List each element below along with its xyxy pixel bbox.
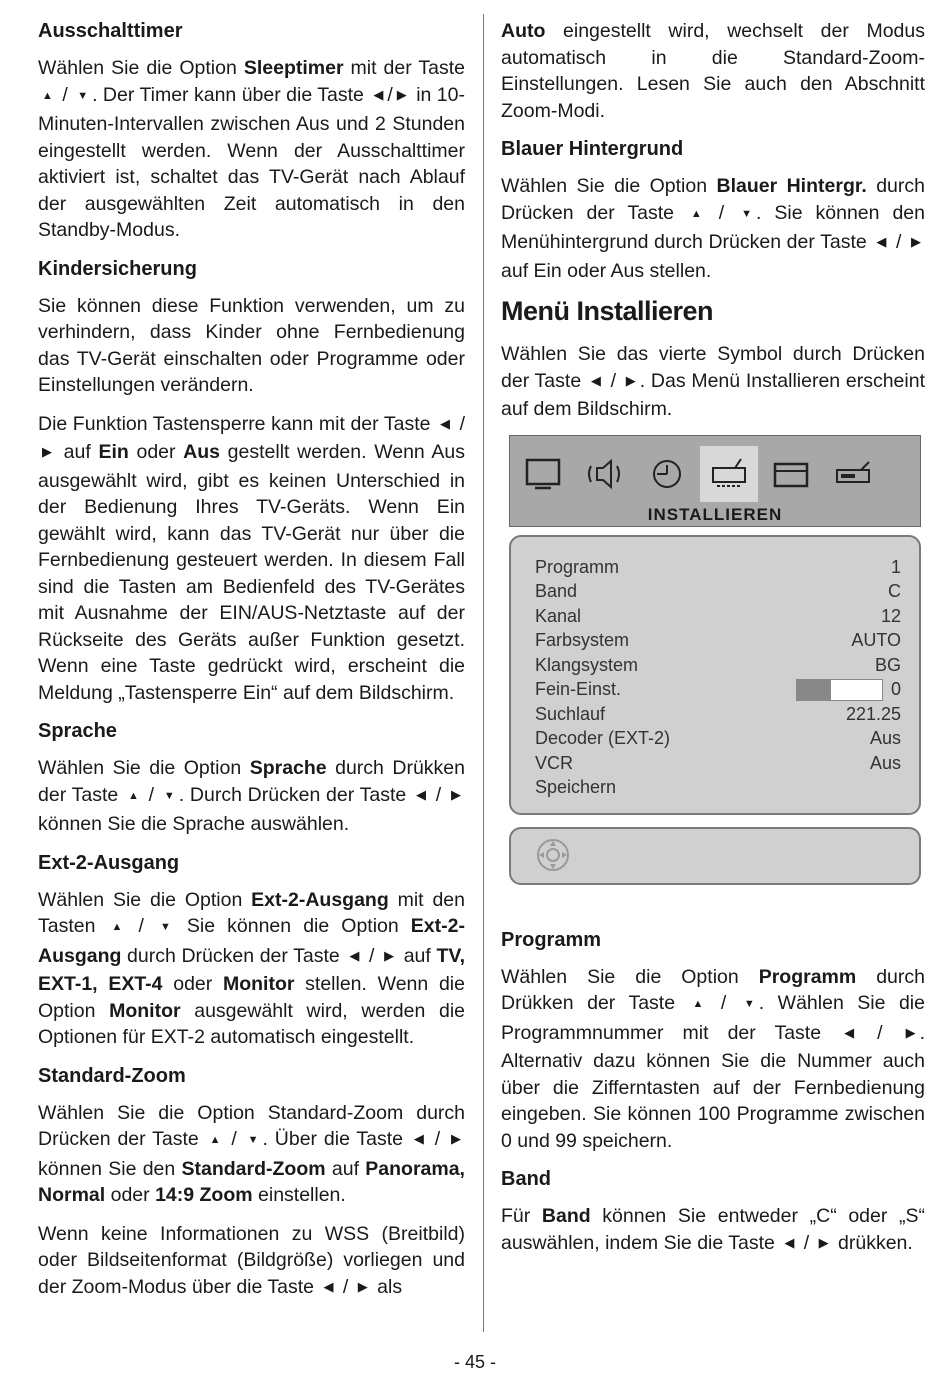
menu-footer — [509, 827, 921, 885]
left-arrow-icon — [373, 80, 383, 109]
menu-row-decoder[interactable]: Decoder (EXT-2) Aus — [535, 728, 901, 748]
fine-tune-fill — [797, 680, 831, 700]
paragraph: Wählen Sie die Option Sprache durch Drükken der Taste ▲ / ▼. Durch Drücken der Taste ◀ / ▶ können Sie die Sprache auswählen. — [38, 755, 465, 838]
right-arrow-icon — [384, 941, 394, 970]
menu-row-speichern[interactable]: Speichern — [535, 777, 617, 797]
right-column — [501, 18, 925, 1270]
right-arrow-icon — [397, 80, 407, 109]
paragraph: Auto eingestellt wird, wechselt der Modus automatisch in die Standard-Zoom-Einstellungen. Lesen Sie auch den Abschnitt Zoom-Modi. — [501, 20, 925, 122]
install-menu — [509, 435, 921, 885]
down-arrow-icon — [248, 1124, 259, 1154]
left-arrow-icon — [349, 941, 359, 970]
menu-row-band[interactable]: Band C — [535, 581, 901, 601]
menu-row-vcr[interactable]: VCR Aus — [535, 752, 901, 773]
heading-blauer-hintergrund: Blauer Hintergrund — [501, 138, 684, 160]
heading-sprache: Sprache — [38, 720, 117, 742]
menu-row-fein-einst[interactable]: Fein-Einst. 0 — [535, 679, 901, 699]
up-arrow-icon — [210, 1124, 221, 1154]
page-number: - 45 - — [453, 1352, 496, 1372]
down-arrow-icon — [741, 198, 752, 228]
left-arrow-icon — [414, 1124, 424, 1153]
heading-kindersicherung: Kindersicherung — [38, 257, 197, 280]
left-column — [38, 18, 465, 1314]
left-arrow-icon — [416, 780, 426, 809]
menu-row-farbsystem[interactable]: Farbsystem AUTO — [535, 630, 901, 650]
heading-programm: Programm — [501, 928, 602, 951]
right-arrow-icon — [451, 780, 461, 809]
paragraph: Für Band können Sie entweder „C“ oder „S“ auswählen, indem Sie die Taste ◀ / ▶ drükken. — [501, 1203, 925, 1258]
menu-title: INSTALLIEREN — [647, 504, 783, 524]
down-arrow-icon — [160, 911, 171, 941]
up-arrow-icon — [691, 198, 702, 228]
fine-tune-bar[interactable] — [796, 679, 883, 701]
up-arrow-icon — [128, 780, 139, 810]
right-arrow-icon — [911, 227, 921, 256]
right-arrow-icon — [819, 1228, 829, 1257]
down-arrow-icon — [77, 80, 88, 110]
paragraph: Sie können diese Funktion verwenden, um zu verhindern, dass Kinder ohne Fernbedienung das TV-Gerät einschalten oder Programme oder Einstellungen verändern. — [38, 294, 465, 396]
menu-row-programm[interactable]: Programm 1 — [535, 556, 901, 577]
left-arrow-icon — [876, 227, 886, 256]
column-divider — [483, 14, 484, 1332]
right-arrow-icon — [42, 437, 52, 466]
paragraph: Wählen Sie die Option Ext-2-Ausgang mit den Tasten ▲ / ▼ Sie können die Option Ext-2-Ausgang durch Drücken der Taste ◀ / ▶ auf TV, EXT-1, EXT-4 oder Monitor stellen. Wenn die Option Monitor ausgewählt wird, werden die Optionen für EXT-2 automatisch eingestellt. — [38, 887, 465, 1051]
source-icon[interactable] — [762, 446, 820, 502]
paragraph: Wenn keine Informationen zu WSS (Breitbild) oder Bildseitenformat (Bildgröße) vorliegen und der Zoom-Modus über die Taste ◀ / ▶ als — [38, 1221, 465, 1303]
tv-icon[interactable] — [514, 446, 572, 502]
navigation-pad-icon — [535, 837, 571, 873]
menu-row-kanal[interactable]: Kanal 12 — [535, 605, 901, 626]
clock-icon[interactable] — [638, 446, 696, 502]
up-arrow-icon — [112, 911, 123, 941]
heading-standard-zoom: Standard-Zoom — [38, 1064, 186, 1087]
right-arrow-icon — [451, 1124, 461, 1153]
down-arrow-icon — [164, 780, 175, 810]
right-arrow-icon — [906, 1018, 916, 1047]
down-arrow-icon — [744, 988, 755, 1018]
right-arrow-icon — [626, 366, 636, 395]
heading-ext2-ausgang: Ext-2-Ausgang — [38, 851, 180, 874]
right-arrow-icon — [358, 1272, 368, 1301]
up-arrow-icon — [42, 80, 53, 110]
vcr-icon[interactable] — [824, 446, 882, 502]
install-icon[interactable] — [700, 446, 758, 502]
heading-band: Band — [501, 1168, 551, 1190]
menu-body — [509, 535, 921, 815]
paragraph: Die Funktion Tastensperre kann mit der Taste ◀ / ▶ auf Ein oder Aus gestellt werden. Wenn Aus ausgewählt wird, gibt es keinen Unterschied in der Bedienung Ihres TV-Geräts. Wenn Ein gewählt wird, kann das TV-Gerät nur über die Fernbedienung gesteuert werden. In diesem Fall sind die Tasten am Bedienfeld des TV-Gerätes mit Ausnahme der EIN/AUS-Netztaste auf der Rückseite des Geräts außer Funktion gesetzt. Wenn eine Taste gedrückt wird, erscheint die Meldung „Tastensperre Ein“ auf dem Bildschirm. — [38, 411, 465, 707]
speaker-icon[interactable] — [576, 446, 634, 502]
paragraph: Wählen Sie die Option Sleeptimer mit der Taste ▲ / ▼. Der Timer kann über die Taste ◀/▶ in 10-Minuten-Intervallen zwischen Aus und 2 Stunden eingestellt werden. Wenn der Ausschalttimer aktiviert ist, schaltet das TV-Gerät nach Ablauf der ausgewählten Zeit automatisch in den Standby-Modus. — [38, 55, 465, 244]
menu-row-klangsystem[interactable]: Klangsystem BG — [535, 654, 901, 675]
paragraph: Wählen Sie die Option Standard-Zoom durch Drücken der Taste ▲ / ▼. Über die Taste ◀ / ▶ können Sie den Standard-Zoom auf Panorama, Normal oder 14:9 Zoom einstellen. — [38, 1100, 465, 1209]
up-arrow-icon — [693, 988, 704, 1018]
left-arrow-icon — [844, 1018, 854, 1047]
left-arrow-icon — [323, 1272, 333, 1301]
heading-menu-installieren: Menü Installieren — [501, 296, 714, 326]
left-arrow-icon — [440, 409, 450, 438]
paragraph: Wählen Sie das vierte Symbol durch Drücken der Taste ◀ / ▶. Das Menü Installieren erscheint auf dem Bildschirm. — [501, 341, 925, 423]
paragraph: Wählen Sie die Option Programm durch Drükken der Taste ▲ / ▼. Wählen Sie die Programmnummer mit der Taste ◀ / ▶. Alternativ dazu können Sie die Nummer auch über die Zifferntasten auf der Fernbedienung eingeben. Sie können 100 Programme zwischen 0 und 99 speichern. — [501, 964, 925, 1155]
heading-ausschalttimer: Ausschalttimer — [38, 20, 183, 42]
menu-row-suchlauf[interactable]: Suchlauf 221.25 — [535, 703, 901, 724]
left-arrow-icon — [784, 1228, 794, 1257]
left-arrow-icon — [591, 366, 601, 395]
paragraph: Wählen Sie die Option Blauer Hintergr. durch Drücken der Taste ▲ / ▼. Sie können den Menühintergrund durch Drücken der Taste ◀ / ▶ auf Ein oder Aus stellen. — [501, 173, 925, 284]
